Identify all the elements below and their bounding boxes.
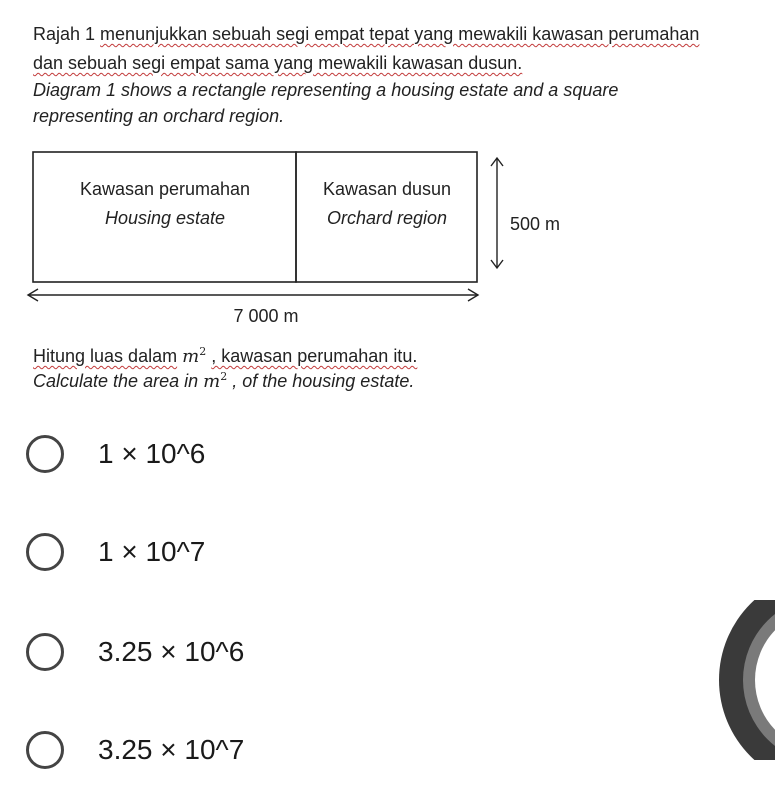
orchard-label-en: Orchard region [326, 208, 448, 228]
option-c[interactable] [26, 622, 346, 682]
radio-circle-icon[interactable] [26, 533, 64, 571]
height-label: 500 m [510, 214, 561, 234]
unit-exponent-en: 2 [220, 370, 228, 383]
question-ms-lead: Rajah 1 [33, 24, 101, 44]
unit-exponent: 2 [199, 345, 207, 358]
option-a[interactable] [26, 424, 346, 484]
question-en-line-1: Diagram 1 shows a rectangle representing a housing estate and a square [33, 80, 619, 100]
question-ms-body: menunjukkan sebuah segi empat tepat yang mewakili kawasan perumahan [100, 24, 700, 44]
prompt-en-suffix: , of the housing estate. [232, 371, 415, 391]
option-d[interactable] [26, 720, 346, 780]
option-b-label: 1 × 10^7 [98, 536, 206, 567]
unit-base-en: m [203, 371, 221, 392]
diagram-1 [0, 0, 775, 340]
prompt-ms [33, 341, 417, 368]
option-b[interactable] [26, 522, 346, 582]
height-dimension-arrow [491, 158, 503, 268]
unit-m2 [182, 346, 206, 367]
width-dimension-arrow [28, 289, 478, 301]
partial-circle-icon[interactable] [715, 600, 775, 760]
prompt-ms-text: Hitung luas dalam [33, 346, 178, 366]
housing-label-en: Housing estate [104, 208, 226, 228]
unit-m2-en [203, 371, 227, 392]
unit-base: m [182, 346, 200, 367]
option-d-label: 3.25 × 10^7 [98, 734, 245, 765]
orchard-label-ms: Kawasan dusun [322, 179, 452, 199]
radio-circle-icon[interactable] [26, 731, 64, 769]
housing-label-ms: Kawasan perumahan [79, 179, 251, 199]
option-c-label: 3.25 × 10^6 [98, 636, 245, 667]
prompt-en [33, 366, 414, 393]
prompt-en-text: Calculate the area in [33, 371, 199, 391]
width-label: 7 000 m [233, 306, 299, 326]
radio-circle-icon[interactable] [26, 633, 64, 671]
prompt-ms-suffix: , kawasan perumahan itu. [211, 346, 418, 366]
question-ms-line-2: dan sebuah segi empat sama yang mewakili kawasan dusun. [33, 53, 523, 73]
question-en-line-2: representing an orchard region. [33, 106, 285, 126]
radio-circle-icon[interactable] [26, 435, 64, 473]
option-a-label: 1 × 10^6 [98, 438, 206, 469]
